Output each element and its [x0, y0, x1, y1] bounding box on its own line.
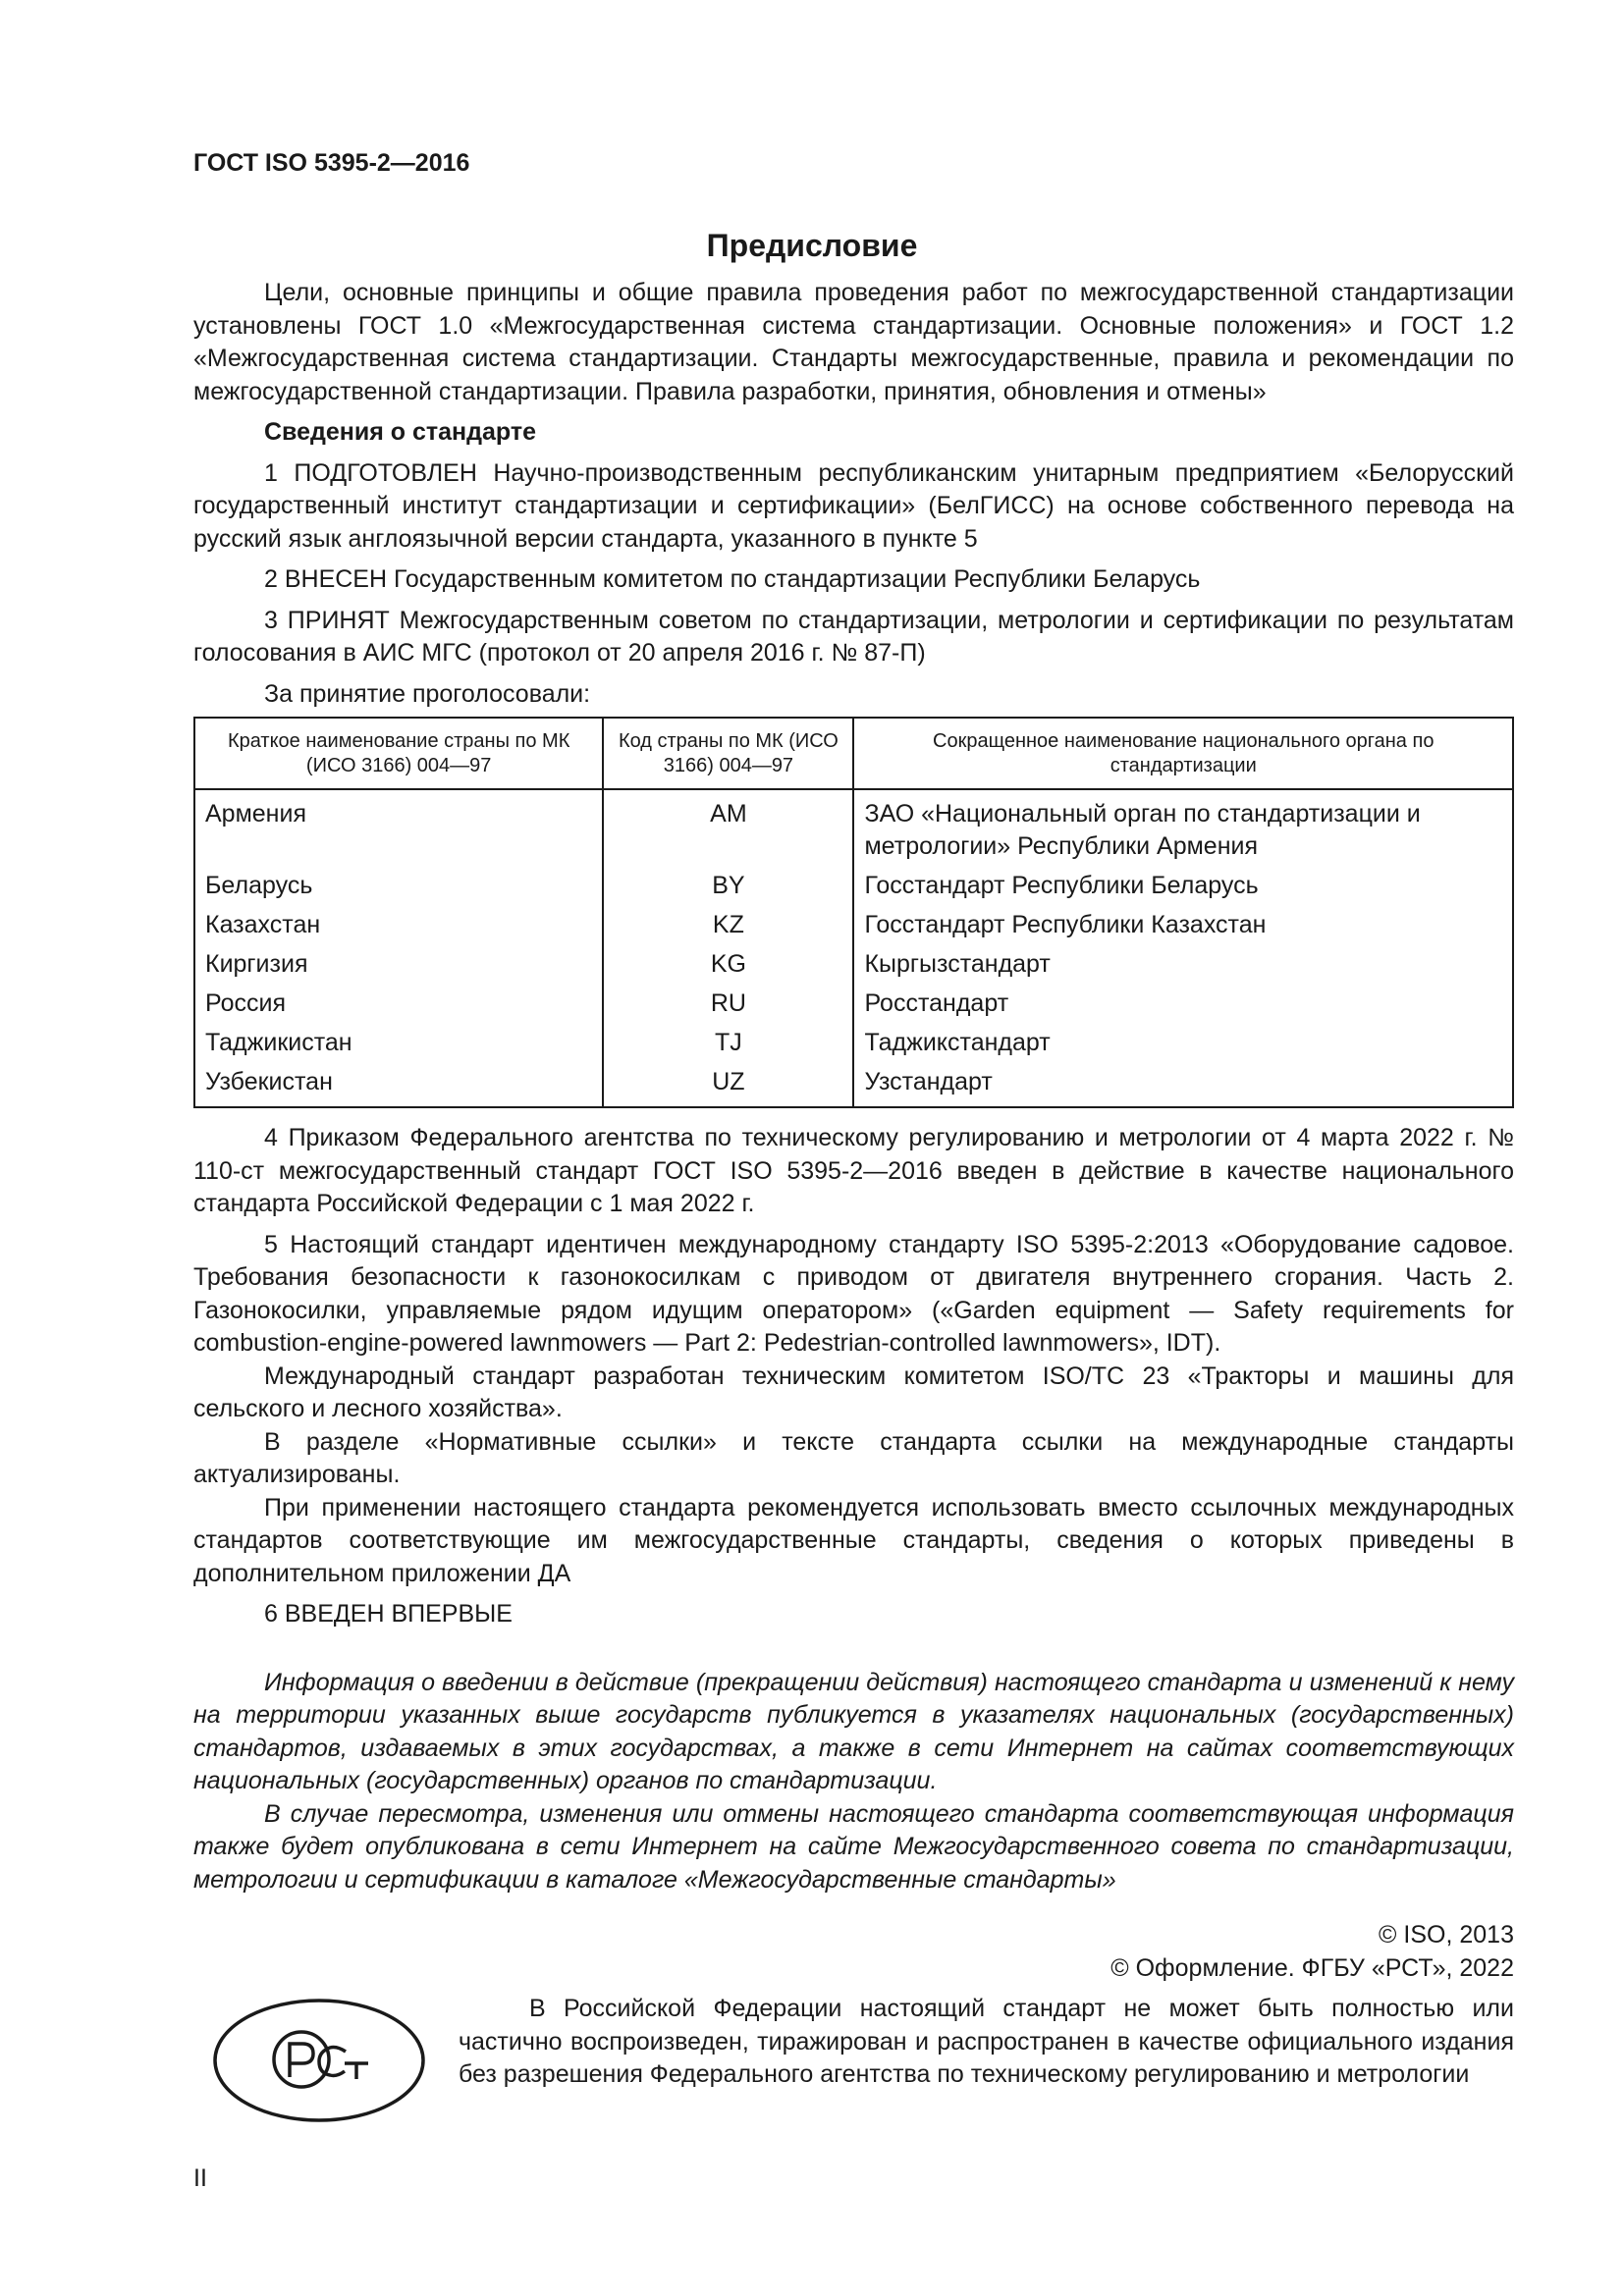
body-cell: ЗАО «Национальный орган по стандартизации и метрологии» Республики Армения	[853, 789, 1513, 867]
item-5-references: В разделе «Нормативные ссылки» и тексте стандарта ссылки на международные стандарты актуализированы.	[193, 1427, 1514, 1488]
item-3: 3 ПРИНЯТ Межгосударственным советом по стандартизации, метрологии и сертификации по результатам голосования в АИС МГС (протокол от 20 апреля 2016 г. № 87-П)	[193, 606, 1514, 667]
country-cell: Узбекистан	[194, 1063, 603, 1107]
table-row	[194, 1024, 1513, 1063]
document-body	[193, 277, 1514, 2160]
country-cell: Казахстан	[194, 906, 603, 945]
code-cell: TJ	[603, 1024, 853, 1063]
intro-paragraph: Цели, основные принципы и общие правила проведения работ по межгосударственной стандартизации установлены ГОСТ 1.0 «Межгосударственная система стандартизации. Основные положения» и ГОСТ 1.2 «Межгосударственная система стандартизации. Стандарты межгосударственные, правила и рекомендации по межгосударственной стандартизации. Правила разработки, принятия, обновления и отмены»	[193, 279, 1514, 405]
code-cell: BY	[603, 867, 853, 906]
publication-info	[193, 1667, 1514, 1897]
table-row	[194, 867, 1513, 906]
reproduction-notice: В Российской Федерации настоящий стандарт не может быть полностью или частично воспроизведен, тиражирован и распространен в качестве официального издания без разрешения Федерального агентства по техническому регулированию и метрологии	[459, 1995, 1514, 2088]
rst-logo-icon	[211, 1997, 427, 2134]
code-cell: AM	[603, 789, 853, 867]
page-number: II	[193, 2164, 207, 2192]
table-row	[194, 789, 1513, 867]
notice-block	[193, 1993, 1514, 2160]
page-title: Предисловие	[706, 228, 918, 263]
country-cell: Россия	[194, 985, 603, 1024]
item-5: 5 Настоящий стандарт идентичен международному стандарту ISO 5395-2:2013 «Оборудование садовое. Требования безопасности к газонокосилкам с приводом от двигателя внутреннего сгорания. Часть 2. Газонокосилки, управляемые рядом идущим оператором» («Garden equipment — Safety requirements for combustion-engine-powered lawnmowers — Part 2: Pedestrian-controlled lawnmowers», IDT).	[193, 1230, 1514, 1357]
country-cell: Армения	[194, 789, 603, 867]
italic-info-1: Информация о введении в действие (прекращении действия) настоящего стандарта и изменений к нему на территории указанных выше государств публикуется в указателях национальных (государственных) стандартов, издаваемых в этих государствах, а также в сети Интернет на сайтах соответствующих национальных (государственных) органов по стандартизации.	[193, 1668, 1514, 1794]
code-cell: KZ	[603, 906, 853, 945]
item-1: 1 ПОДГОТОВЛЕН Научно-производственным республиканским унитарным предприятием «Белорусский государственный институт стандартизации и сертификации» (БелГИСС) на основе собственного перевода на русский язык англоязычной версии стандарта, указанного в пункте 5	[193, 458, 1514, 553]
code-cell: KG	[603, 945, 853, 985]
italic-info-2: В случае пересмотра, изменения или отмены настоящего стандарта соответствующая информация также будет опубликована в сети Интернет на сайте Межгосударственного совета по стандартизации, метрологии и сертификации в каталоге «Межгосударственные стандарты»	[193, 1799, 1514, 1894]
item-2: 2 ВНЕСЕН Государственным комитетом по стандартизации Республики Беларусь	[264, 565, 1201, 593]
code-cell: UZ	[603, 1063, 853, 1107]
voted-label: За принятие проголосовали:	[264, 679, 591, 708]
body-cell: Таджикстандарт	[853, 1024, 1513, 1063]
item-6: 6 ВВЕДЕН ВПЕРВЫЕ	[264, 1600, 513, 1628]
item-5-application: При применении настоящего стандарта рекомендуется использовать вместо ссылочных международных стандартов соответствующие им межгосударственные стандарты, сведения о которых приведены в дополнительном приложении ДА	[193, 1493, 1514, 1587]
table-header-country: Краткое наименование страны по МК (ИСО 3166) 004—97	[194, 718, 603, 789]
info-heading: Сведения о стандарте	[264, 418, 537, 446]
table-row	[194, 985, 1513, 1024]
code-cell: RU	[603, 985, 853, 1024]
copyright-rst: © Оформление. ФГБУ «РСТ», 2022	[1110, 1954, 1514, 1982]
voting-table	[193, 717, 1514, 1108]
table-row	[194, 906, 1513, 945]
body-cell: Росстандарт	[853, 985, 1513, 1024]
table-row	[194, 1063, 1513, 1107]
body-cell: Кыргызстандарт	[853, 945, 1513, 985]
body-cell: Узстандарт	[853, 1063, 1513, 1107]
table-header-row	[194, 718, 1513, 789]
table-header-body: Сокращенное наименование национального органа по стандартизации	[853, 718, 1513, 789]
document-header: ГОСТ ISO 5395-2—2016	[193, 149, 470, 177]
item-5-committee: Международный стандарт разработан техническим комитетом ISO/TC 23 «Тракторы и машины для сельского и лесного хозяйства».	[193, 1362, 1514, 1422]
copyright-iso: © ISO, 2013	[1379, 1921, 1514, 1949]
item-4: 4 Приказом Федерального агентства по техническому регулированию и метрологии от 4 марта 2022 г. № 110-ст межгосударственный стандарт ГОСТ ISO 5395-2—2016 введен в действие в качестве национального стандарта Российской Федерации с 1 мая 2022 г.	[193, 1124, 1514, 1217]
body-cell: Госстандарт Республики Казахстан	[853, 906, 1513, 945]
country-cell: Беларусь	[194, 867, 603, 906]
copyright-block	[193, 1918, 1514, 1985]
country-cell: Киргизия	[194, 945, 603, 985]
table-row	[194, 945, 1513, 985]
table-header-code: Код страны по МК (ИСО 3166) 004—97	[603, 718, 853, 789]
country-cell: Таджикистан	[194, 1024, 603, 1063]
body-cell: Госстандарт Республики Беларусь	[853, 867, 1513, 906]
